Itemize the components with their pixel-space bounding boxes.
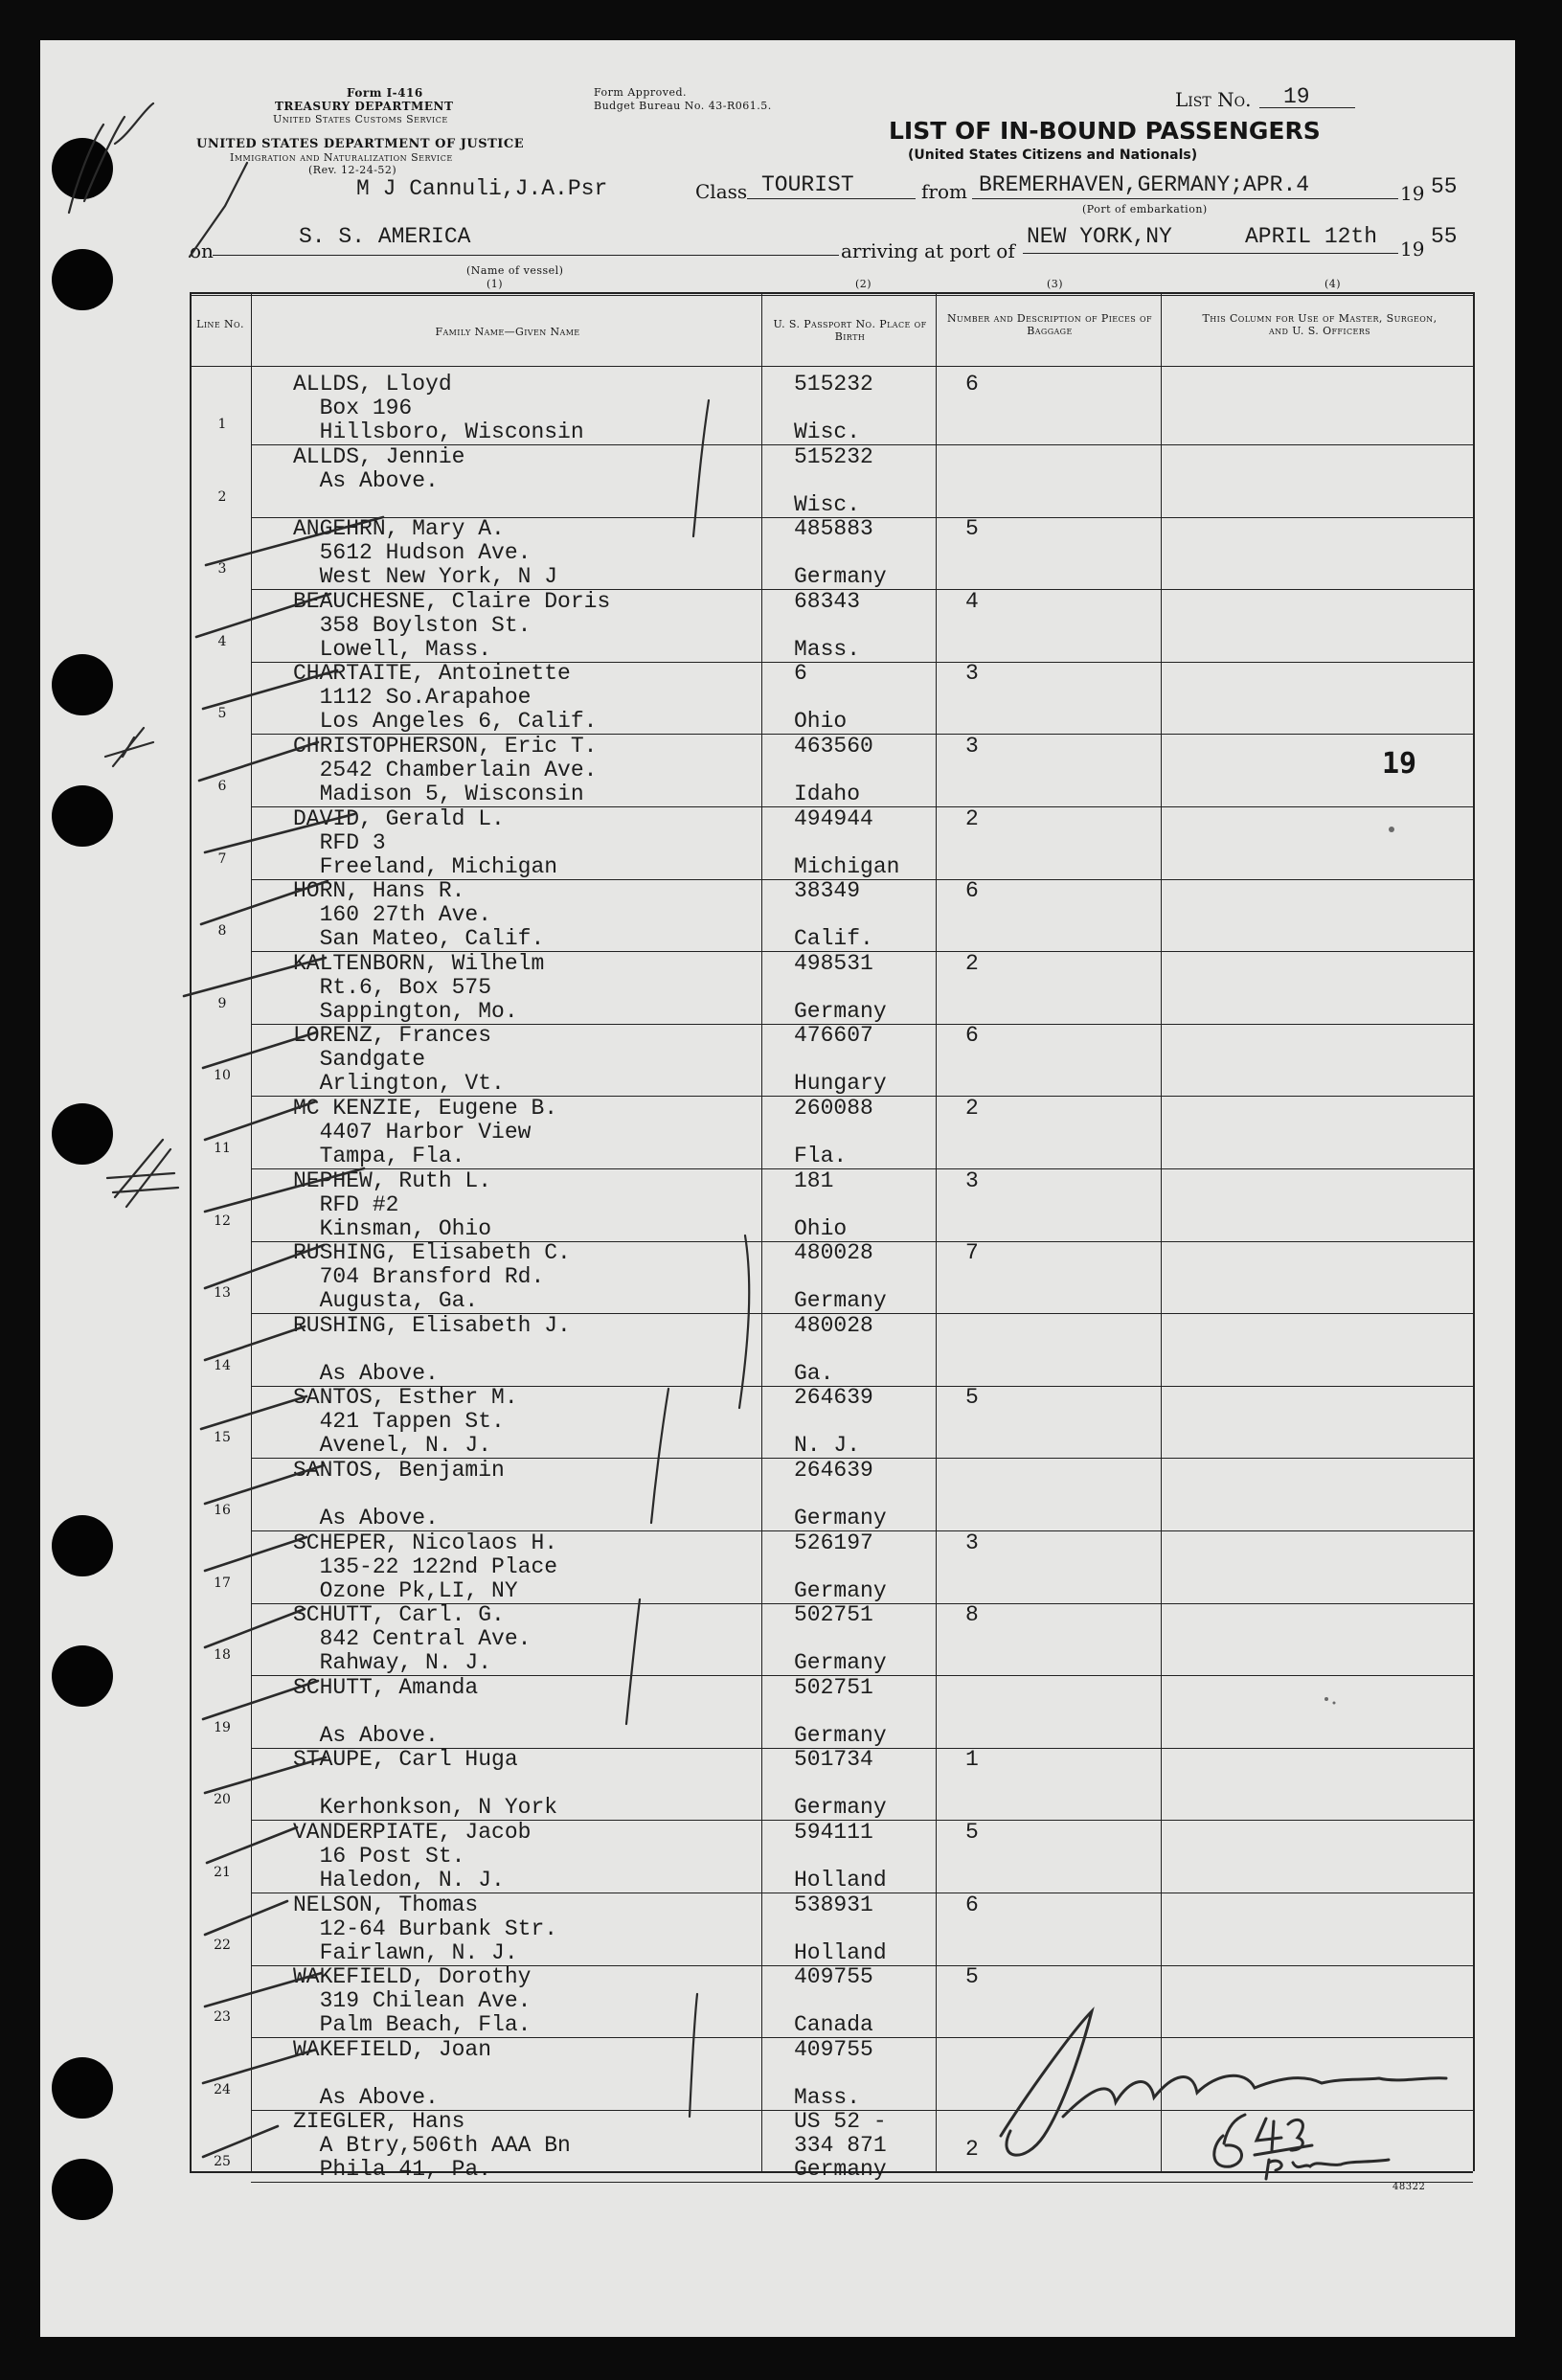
passenger-name: SCHUTT, Carl. G. — [293, 1602, 505, 1628]
place-of-birth: Holland — [794, 1939, 887, 1965]
col-num-4: (4) — [1324, 278, 1342, 290]
baggage-count: 3 — [965, 1530, 979, 1555]
passenger-address: Los Angeles 6, Calif. — [293, 709, 598, 735]
line-number: 22 — [214, 1937, 231, 1953]
line-number: 13 — [214, 1285, 231, 1302]
form-approved: Form Approved. — [594, 86, 688, 99]
vessel-name: S. S. AMERICA — [299, 224, 471, 249]
place-of-birth: Mass. — [794, 2084, 861, 2110]
page-subtitle: (United States Citizens and Nationals) — [908, 147, 1198, 163]
passport-number: 264639 — [794, 1385, 873, 1411]
passenger-address: Haledon, N. J. — [293, 1868, 505, 1893]
form-code: 48322 — [1392, 2182, 1426, 2192]
passport-number: 501734 — [794, 1747, 873, 1773]
arriving-label: arriving at port of — [841, 239, 1015, 262]
official-name: M J Cannuli,J.A.Psr — [356, 176, 608, 201]
passenger-name: MC KENZIE, Eugene B. — [293, 1096, 558, 1121]
passenger-address: Fairlawn, N. J. — [293, 1939, 518, 1965]
passport-number: 502751 — [794, 1602, 873, 1628]
passenger-address: 16 Post St. — [293, 1844, 465, 1869]
line-number: 2 — [217, 488, 227, 505]
passenger-address: Madison 5, Wisconsin — [293, 782, 584, 806]
passenger-address: Sandgate — [293, 1047, 426, 1073]
passport-number: 476607 — [794, 1023, 873, 1049]
col-passport: U. S. Passport No. Place of Birth — [773, 318, 927, 343]
passport-number: 463560 — [794, 734, 873, 759]
passenger-address: Kinsman, Ohio — [293, 1215, 492, 1241]
place-of-birth: Germany — [794, 1577, 887, 1603]
passenger-address: Kerhonkson, N York — [293, 1795, 558, 1821]
passenger-address: Palm Beach, Fla. — [293, 2012, 532, 2038]
baggage-count: 6 — [965, 372, 979, 397]
passport-number: 480028 — [794, 1312, 873, 1338]
passenger-address: San Mateo, Calif. — [293, 926, 545, 952]
place-of-birth: Calif. — [794, 926, 873, 952]
col-num-1: (1) — [487, 278, 504, 290]
line-number: 18 — [214, 1647, 231, 1664]
place-of-birth: Germany — [794, 2157, 887, 2183]
passenger-address: 4407 Harbor View — [293, 1120, 532, 1145]
passport-number: 515232 — [794, 443, 873, 469]
passport-number: 485883 — [794, 516, 873, 542]
passenger-address: 5612 Hudson Ave. — [293, 540, 532, 566]
passenger-name: WAKEFIELD, Dorothy — [293, 1964, 532, 1990]
place-of-birth: Ga. — [794, 1360, 834, 1386]
passenger-address: 2542 Chamberlain Ave. — [293, 758, 598, 782]
line-number: 8 — [217, 923, 227, 940]
place-of-birth: Germany — [794, 998, 887, 1024]
baggage-count: 2 — [965, 1096, 979, 1121]
passport-number: 502751 — [794, 1674, 873, 1700]
place-of-birth: Wisc. — [794, 419, 861, 444]
place-of-birth: Germany — [794, 564, 887, 590]
baggage-count: 1 — [965, 1747, 979, 1773]
col-line-no: Line No. — [196, 318, 244, 330]
doj: UNITED STATES DEPARTMENT OF JUSTICE — [196, 137, 525, 151]
baggage-count: 2 — [965, 950, 979, 976]
line-number: 23 — [214, 2009, 231, 2026]
line-number: 7 — [217, 850, 227, 867]
customs-service: United States Customs Service — [273, 113, 448, 125]
place-of-birth: Germany — [794, 1506, 887, 1530]
on-label: on — [190, 239, 214, 262]
from-label: from — [921, 180, 967, 203]
passenger-name: ALLDS, Lloyd — [293, 372, 452, 397]
side-list-number: 19 — [1382, 747, 1417, 781]
class-label: Class — [695, 180, 748, 203]
passport-number: 480028 — [794, 1240, 873, 1266]
passenger-address: 704 Bransford Rd. — [293, 1264, 545, 1290]
baggage-count: 5 — [965, 1820, 979, 1845]
passenger-address: As Above. — [293, 1360, 439, 1386]
baggage-count: 6 — [965, 1023, 979, 1049]
passenger-name: CHARTAITE, Antoinette — [293, 661, 571, 687]
baggage-count: 3 — [965, 734, 979, 759]
class-value: TOURIST — [761, 172, 854, 197]
baggage-count: 5 — [965, 1385, 979, 1411]
passenger-address: Tampa, Fla. — [293, 1144, 465, 1168]
baggage-count: 7 — [965, 1240, 979, 1266]
col-num-2: (2) — [855, 278, 872, 290]
line-number: 5 — [217, 706, 227, 722]
passenger-address: Rt.6, Box 575 — [293, 974, 492, 1000]
baggage-count: 6 — [965, 878, 979, 904]
passenger-name: SCHUTT, Amanda — [293, 1674, 479, 1700]
col-officers: This Column for Use of Master, Surgeon, and U. S. Officers — [1202, 312, 1437, 337]
passenger-address: 135-22 122nd Place — [293, 1553, 558, 1579]
passport-number: 498531 — [794, 950, 873, 976]
passport-number: 538931 — [794, 1892, 873, 1917]
line-number: 6 — [217, 779, 227, 794]
baggage-count: 5 — [965, 516, 979, 542]
passenger-address: As Above. — [293, 1722, 439, 1748]
passenger-name: ANGEHRN, Mary A. — [293, 516, 505, 542]
line-number: 15 — [214, 1430, 231, 1446]
passenger-address: RFD #2 — [293, 1191, 399, 1217]
place-of-birth: Germany — [794, 1650, 887, 1676]
col-baggage: Number and Description of Pieces of Baggage — [947, 312, 1152, 337]
line-number: 9 — [217, 995, 227, 1011]
passenger-address: West New York, N J — [293, 564, 558, 590]
place-of-birth: Fla. — [794, 1144, 848, 1168]
line-number: 12 — [214, 1213, 231, 1229]
col-num-3: (3) — [1047, 278, 1064, 290]
passenger-address: Freeland, Michigan — [293, 853, 558, 879]
line-number: 19 — [214, 1719, 231, 1735]
line-number: 11 — [214, 1141, 231, 1156]
passenger-address: 842 Central Ave. — [293, 1626, 532, 1652]
place-of-birth: Ohio — [794, 709, 848, 735]
passport-number: 38349 — [794, 878, 861, 904]
port-caption: (Port of embarkation) — [1082, 203, 1208, 215]
place-of-birth: N. J. — [794, 1433, 861, 1459]
page-title: LIST OF IN-BOUND PASSENGERS — [889, 117, 1321, 145]
line-number: 10 — [214, 1068, 231, 1084]
passenger-name: KALTENBORN, Wilhelm — [293, 950, 545, 976]
passport-number: 6 — [794, 661, 807, 687]
line-number: 4 — [217, 633, 227, 649]
list-no: 19 — [1283, 84, 1310, 109]
passport-number: 515232 — [794, 372, 873, 397]
line-number: 25 — [214, 2154, 231, 2170]
passport-number-cont: 334 871 — [794, 2133, 887, 2159]
passenger-address: As Above. — [293, 1506, 439, 1530]
line-number: 17 — [214, 1575, 231, 1591]
line-number: 16 — [214, 1503, 231, 1518]
passenger-address: Arlington, Vt. — [293, 1071, 505, 1097]
passenger-name: ZIEGLER, Hans — [293, 2109, 465, 2135]
passenger-address: Box 196 — [293, 396, 413, 420]
passport-number: 494944 — [794, 805, 873, 831]
place-of-birth: Germany — [794, 1722, 887, 1748]
arrival-year: 55 — [1431, 224, 1458, 249]
passenger-address: As Above. — [293, 467, 439, 493]
passenger-name: HORN, Hans R. — [293, 878, 465, 904]
passport-number: 181 — [794, 1167, 834, 1193]
baggage-count: 3 — [965, 1167, 979, 1193]
from-year: 55 — [1431, 174, 1458, 199]
passenger-name: NEPHEW, Ruth L. — [293, 1167, 492, 1193]
baggage-count: 2 — [965, 2137, 979, 2163]
place-of-birth: Germany — [794, 1795, 887, 1821]
line-number: 14 — [214, 1357, 231, 1373]
passenger-name: NELSON, Thomas — [293, 1892, 479, 1917]
vessel-caption: (Name of vessel) — [466, 264, 564, 277]
passenger-address: Avenel, N. J. — [293, 1433, 492, 1459]
col-name: Family Name—Given Name — [435, 326, 580, 338]
place-of-birth: Hungary — [794, 1071, 887, 1097]
passenger-name: RUSHING, Elisabeth J. — [293, 1312, 571, 1338]
passenger-address: Rahway, N. J. — [293, 1650, 492, 1676]
baggage-count: 4 — [965, 588, 979, 614]
passenger-address: 319 Chilean Ave. — [293, 1988, 532, 2014]
form-number: Form I-416 — [347, 86, 423, 100]
passenger-name: VANDERPIATE, Jacob — [293, 1820, 532, 1845]
passenger-address: 358 Boylston St. — [293, 612, 532, 638]
passport-number: US 52 - — [794, 2109, 887, 2135]
embarkation: BREMERHAVEN,GERMANY;APR.4 — [979, 172, 1310, 197]
passenger-name: ALLDS, Jennie — [293, 443, 465, 469]
passenger-address: As Above. — [293, 2084, 439, 2110]
passenger-address: Sappington, Mo. — [293, 998, 518, 1024]
baggage-count: 6 — [965, 1892, 979, 1917]
passenger-name: DAVID, Gerald L. — [293, 805, 505, 831]
baggage-count: 2 — [965, 805, 979, 831]
passenger-name: SCHEPER, Nicolaos H. — [293, 1530, 558, 1555]
passenger-name: WAKEFIELD, Joan — [293, 2036, 492, 2062]
place-of-birth: Canada — [794, 2012, 873, 2038]
passenger-name: SANTOS, Esther M. — [293, 1385, 518, 1411]
baggage-count: 3 — [965, 661, 979, 687]
passenger-address: A Btry,506th AAA Bn — [293, 2133, 571, 2159]
arrival-year-prefix: 19 — [1400, 238, 1425, 261]
passenger-name: BEAUCHESNE, Claire Doris — [293, 588, 611, 614]
passenger-address: RFD 3 — [293, 829, 386, 855]
baggage-count: 5 — [965, 1964, 979, 1990]
passenger-name: RUSHING, Elisabeth C. — [293, 1240, 571, 1266]
treasury-dept: TREASURY DEPARTMENT — [275, 100, 454, 113]
passenger-address: Augusta, Ga. — [293, 1288, 479, 1314]
list-no-label: List No. — [1175, 88, 1252, 111]
place-of-birth: Germany — [794, 1288, 887, 1314]
passenger-address: 160 27th Ave. — [293, 902, 492, 928]
arrival-port: NEW YORK,NY — [1027, 224, 1172, 249]
passenger-name: SANTOS, Benjamin — [293, 1458, 505, 1483]
passenger-address: 421 Tappen St. — [293, 1409, 505, 1435]
passport-number: 264639 — [794, 1458, 873, 1483]
from-year-prefix: 19 — [1400, 182, 1425, 205]
revision: (Rev. 12-24-52) — [308, 164, 397, 176]
place-of-birth: Ohio — [794, 1215, 848, 1241]
place-of-birth: Mass. — [794, 636, 861, 662]
line-number: 21 — [214, 1865, 231, 1880]
passenger-address: Ozone Pk,LI, NY — [293, 1577, 518, 1603]
passport-number: 68343 — [794, 588, 861, 614]
place-of-birth: Wisc. — [794, 491, 861, 517]
line-number: 24 — [214, 2081, 231, 2097]
passport-number: 526197 — [794, 1530, 873, 1555]
passenger-address: Hillsboro, Wisconsin — [293, 419, 584, 444]
passport-number: 260088 — [794, 1096, 873, 1121]
baggage-count: 8 — [965, 1602, 979, 1628]
arrival-date: APRIL 12th — [1245, 224, 1378, 249]
passenger-name: LORENZ, Frances — [293, 1023, 492, 1049]
place-of-birth: Idaho — [794, 782, 861, 806]
passport-number: 594111 — [794, 1820, 873, 1845]
line-number: 3 — [217, 561, 227, 578]
passenger-address: Phila 41, Pa. — [293, 2157, 492, 2183]
passenger-address: 12-64 Burbank Str. — [293, 1915, 558, 1941]
passenger-address: 1112 So.Arapahoe — [293, 685, 532, 711]
passport-number: 409755 — [794, 2036, 873, 2062]
passenger-name: CHRISTOPHERSON, Eric T. — [293, 734, 598, 759]
place-of-birth: Holland — [794, 1868, 887, 1893]
ins: Immigration and Naturalization Service — [230, 151, 453, 164]
passenger-address: Lowell, Mass. — [293, 636, 492, 662]
place-of-birth: Michigan — [794, 853, 900, 879]
budget-bureau: Budget Bureau No. 43-R061.5. — [594, 100, 772, 112]
line-number: 1 — [217, 417, 227, 432]
line-number: 20 — [214, 1792, 231, 1808]
passport-number: 409755 — [794, 1964, 873, 1990]
passenger-name: STAUPE, Carl Huga — [293, 1747, 518, 1773]
